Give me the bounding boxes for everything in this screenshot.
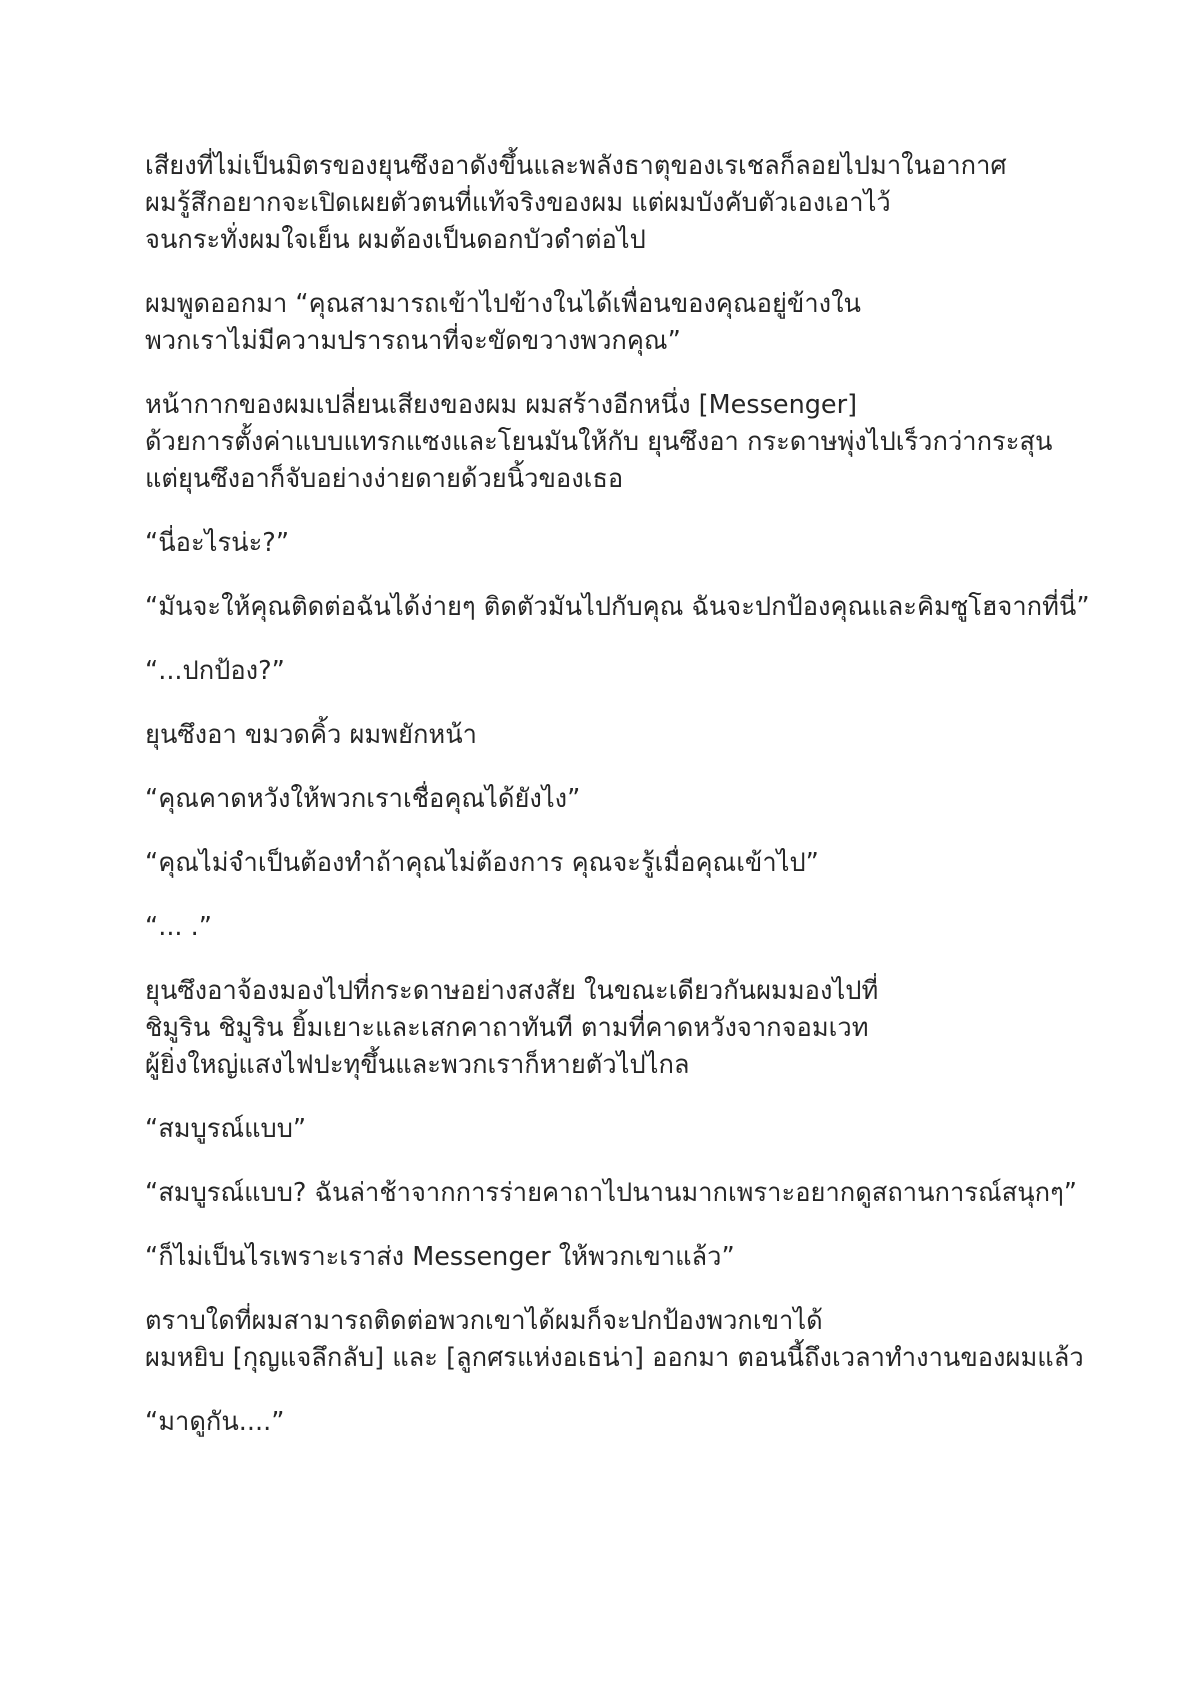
paragraph <box>145 286 1045 360</box>
text-line: “มันจะให้คุณติดต่อฉันได้ง่ายๆ ติดตัวมันไปกับคุณ ฉันจะปกป้องคุณและคิมซูโฮจากที่นี่” <box>145 592 1090 622</box>
paragraph <box>145 1404 1045 1441</box>
paragraph <box>145 387 1053 498</box>
paragraph <box>145 1111 1045 1148</box>
paragraph <box>145 148 1045 259</box>
paragraph <box>145 589 1090 626</box>
paragraph <box>145 653 1045 690</box>
paragraph <box>145 909 1045 946</box>
text-line: ยุนซึงอาจ้องมองไปที่กระดาษอย่างสงสัย ในขณะเดียวกันผมมองไปที่ <box>145 976 879 1006</box>
text-line: เสียงที่ไม่เป็นมิตรของยุนซึงอาดังขึ้นและพลังธาตุของเรเชลก็ลอยไปมาในอากาศ <box>145 151 1007 181</box>
text-line: “...ปกป้อง?” <box>145 656 285 686</box>
paragraph <box>145 781 1045 818</box>
text-line: “ก็ไม่เป็นไรเพราะเราส่ง Messenger ให้พวกเขาแล้ว” <box>145 1242 735 1272</box>
paragraph <box>145 845 1045 882</box>
text-line: “... .” <box>145 912 212 942</box>
text-line: “นี่อะไรน่ะ?” <box>145 528 290 558</box>
text-line: “คุณไม่จำเป็นต้องทำถ้าคุณไม่ต้องการ คุณจะรู้เมื่อคุณเข้าไป” <box>145 848 819 878</box>
document-body <box>145 148 1090 1468</box>
paragraph <box>145 1239 1045 1276</box>
text-line: “สมบูรณ์แบบ” <box>145 1114 307 1144</box>
text-line: พวกเราไม่มีความปรารถนาที่จะขัดขวางพวกคุณ” <box>145 326 681 356</box>
text-line: ด้วยการตั้งค่าแบบแทรกแซงและโยนมันให้กับ ยุนซึงอา กระดาษพุ่งไปเร็วกว่ากระสุน <box>145 427 1053 457</box>
text-line: “มาดูกัน....” <box>145 1407 285 1437</box>
text-line: หน้ากากของผมเปลี่ยนเสียงของผม ผมสร้างอีกหนึ่ง [Messenger] <box>145 390 858 420</box>
text-line: ผมรู้สึกอยากจะเปิดเผยตัวตนที่แท้จริงของผม แต่ผมบังคับตัวเองเอาไว้ <box>145 188 891 218</box>
text-line: ผู้ยิ่งใหญ่แสงไฟปะทุขึ้นและพวกเราก็หายตัวไปไกล <box>145 1050 690 1080</box>
paragraph <box>145 525 1045 562</box>
text-line: “สมบูรณ์แบบ? ฉันล่าช้าจากการร่ายคาถาไปนานมากเพราะอยากดูสถานการณ์สนุกๆ” <box>145 1178 1077 1208</box>
text-line: ผมหยิบ [กุญแจลึกลับ] และ [ลูกศรแห่งอเธน่า] ออกมา ตอนนี้ถึงเวลาทำงานของผมแล้ว <box>145 1343 1084 1373</box>
text-line: “คุณคาดหวังให้พวกเราเชื่อคุณได้ยังไง” <box>145 784 581 814</box>
text-line: ยุนซึงอา ขมวดคิ้ว ผมพยักหน้า <box>145 720 477 750</box>
text-line: จนกระทั่งผมใจเย็น ผมต้องเป็นดอกบัวดำต่อไป <box>145 225 646 255</box>
paragraph <box>145 1175 1077 1212</box>
paragraph <box>145 717 1045 754</box>
text-line: แต่ยุนซึงอาก็จับอย่างง่ายดายด้วยนิ้วของเธอ <box>145 464 624 494</box>
paragraph <box>145 973 1045 1084</box>
text-line: ผมพูดออกมา “คุณสามารถเข้าไปข้างในได้เพื่อนของคุณอยู่ข้างใน <box>145 289 861 319</box>
text-line: ตราบใดที่ผมสามารถติดต่อพวกเขาได้ผมก็จะปกป้องพวกเขาได้ <box>145 1306 823 1336</box>
text-line: ชิมูริน ชิมูริน ยิ้มเยาะและเสกคาถาทันที ตามที่คาดหวังจากจอมเวท <box>145 1013 869 1043</box>
paragraph <box>145 1303 1084 1377</box>
